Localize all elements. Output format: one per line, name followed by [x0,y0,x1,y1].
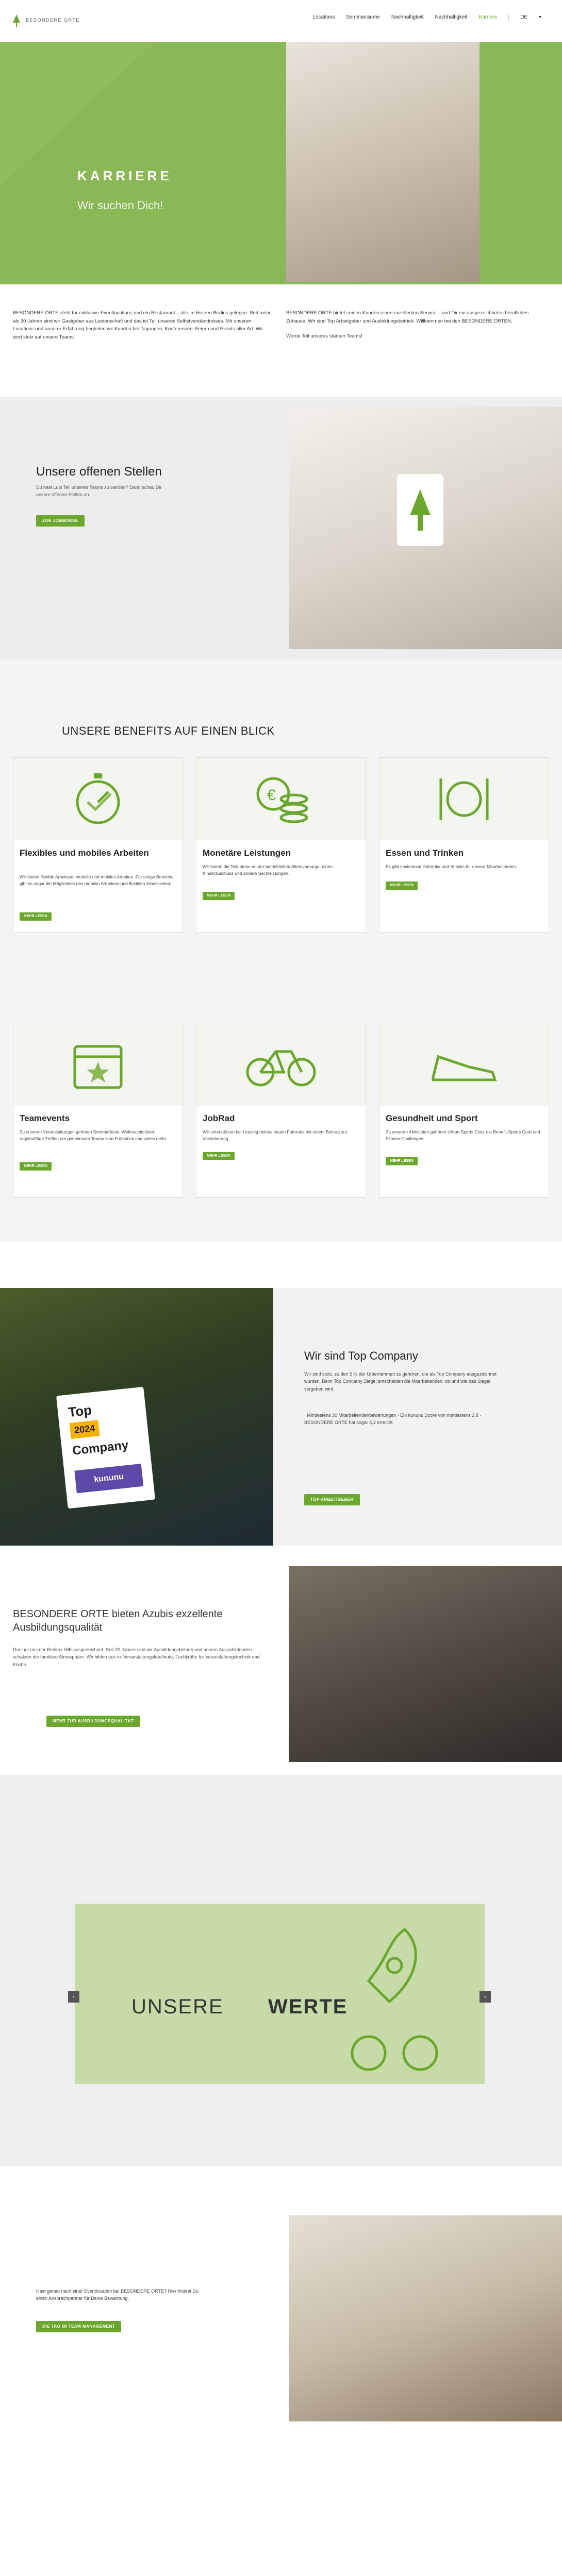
jobs-text: Du hast Lust Teil unseres Teams zu werden? Dann schau Dir unsere offenen Stellen an. [36,485,162,497]
werte-section [0,1775,562,2166]
topcompany-list: · Mindestens 30 Mitarbeitendenbewertungen · Ein kununu Score von mindestens 3,8 · BESONDERE ORTE hat sogar 4,2 erreicht. [304,1413,482,1426]
benefit-text: Wir bieten die Teilnahme an der betrieblichen Altersvorsorge, einen Kinderzuschuss und andere Sachleistungen. [203,864,333,876]
hero [0,42,562,284]
benefit-more-button[interactable]: MEHR LESEN [20,1162,52,1171]
benefit-card [196,1023,366,1198]
jobboerse-button[interactable]: ZUR JOBBÖRSE [36,515,85,527]
slider-next-button[interactable]: › [480,1991,491,2003]
contact-section [0,2215,562,2421]
intro-right-link: Werde Teil unseres starken Teams! [286,333,362,340]
benefit-card [379,1023,549,1198]
azubi-group-photo [289,1566,562,1762]
nav-nachhaltigkeit-2[interactable]: Nachhaltigkeit [435,14,468,20]
badge-top-text: Top [67,1402,93,1420]
top-employer-button[interactable]: TOP ARBEITGEBER [304,1494,360,1505]
intro-right-text: BESONDERE ORTE bietet seinen Kunden einen exzellenten Service – und Dir ein ausgezeichnetes berufliches Zuhause. Wir sind Top Arbeitgeber und Ausbildungsbetrieb. Willkommen bei den BESONDERE ORTEN. [286,310,529,324]
bicycle-icon [245,1039,317,1090]
ausbildung-section [0,1546,562,1762]
benefit-icon-area [196,1023,366,1106]
benefit-card [379,757,549,933]
top-company-badge [56,1387,155,1509]
rocket-icon [322,1919,441,2074]
intro-left [13,309,273,342]
main-nav [312,13,541,21]
benefit-title: Monetäre Leistungen [203,848,291,858]
ausbildung-title: BESONDERE ORTE bieten Azubis exzellente Ausbildungsqualität [13,1608,223,1633]
benefit-more-button[interactable]: MEHR LESEN [386,1157,418,1165]
topcompany-text: Wir sind stolz, zu den 5 % der Unternehmen zu gehören, die als Top Company ausgezeichnet wurden. Beim Top Company Siegel entscheiden die Mitarbeitenden, ob und wie das Siegel vergeben wird. [304,1371,497,1392]
topcompany-section [0,1288,562,1546]
badge-company-text: Company [71,1438,129,1458]
hero-pattern [0,42,289,284]
nav-karriere[interactable]: Karriere [478,14,498,20]
building-photo [0,1288,273,1546]
kununu-logo: kununu [74,1464,143,1493]
hero-subtitle: Wir suchen Dich! [77,199,163,212]
intro-left-text: BESONDERE ORTE steht für exklusive Eventlocations und ein Restaurant – alle im Herzen Berlins gelegen. Seit mehr als 30 Jahren sind wir Gastgeber aus Leidenschaft und das ist Teil unseres Selbstverständnisses. Mit unseren Locations und unserer Erfahrung begleiten wir Kunden bei Tagungen, Konferenzen, Feiern und Events aller Art. Wir sind stolz auf unsere Teams. [13,310,271,341]
eventmanagement-button[interactable]: DIE TAG IM TEAM MANAGEMENT [36,2321,121,2332]
benefit-more-button[interactable]: MEHR LESEN [20,912,52,921]
benefit-text: Zu unseren Veranstaltungen gehören Sommerfeste, Weihnachtsfeiern, regelmäßige Treffen um gemeinsam Teams zum Frühstück und vieles mehr. [20,1129,167,1141]
svg-text:€: € [267,787,276,804]
benefit-icon-area [13,758,183,840]
benefits-title: UNSERE BENEFITS AUF EINEN BLICK [62,724,275,737]
benefit-more-button[interactable]: MEHR LESEN [203,892,235,900]
hero-team-photo [286,42,480,282]
werte-slider[interactable] [75,1904,485,2084]
sneaker-icon [428,1039,500,1090]
header [0,0,562,42]
werte-title-b: WERTE [268,1995,348,2018]
language-switch[interactable]: DE [520,14,527,20]
benefit-card [13,757,183,933]
badge-year: 2024 [70,1420,100,1439]
logo[interactable] [11,13,80,28]
hero-title: KARRIERE [77,168,172,183]
nav-seminarraeume[interactable]: Seminarräume [346,14,380,20]
benefit-text: Zu unseren Aktivitäten gehören Urban Sports Club, die Benefit-Sports Card und Fitness-Challenges. [386,1129,540,1141]
werte-title-a: UNSERE [131,1995,224,2018]
benefit-text: Wir unterstützen bei Leasing deines neuen Fahrrads mit einem Beitrag zur Versicherung. [203,1129,348,1141]
plate-icon [433,768,495,830]
cup-icon [392,469,454,551]
topcompany-title: Wir sind Top Company [304,1349,418,1362]
nav-nachhaltigkeit-1[interactable]: Nachhaltigkeit [391,14,424,20]
benefit-more-button[interactable]: MEHR LESEN [386,882,418,890]
benefit-title: JobRad [203,1113,235,1123]
benefit-card [196,757,366,933]
benefit-title: Teamevents [20,1113,70,1123]
benefit-title: Essen und Trinken [386,848,464,858]
jobs-title: Unsere offenen Stellen [36,465,162,479]
benefit-text: Wir bieten flexible Arbeitszeitmodelle und mobiles Arbeiten. Für einige Bereiche gibt es sogar die Möglichkeit des mobilen Arbeitens und flexiblen Arbeitszeiten. [20,874,174,886]
mug-photo [289,407,562,649]
benefit-icon-area [196,758,366,840]
benefit-title: Gesundheit und Sport [386,1113,478,1123]
nav-locations[interactable]: Locations [312,14,335,20]
chevron-down-icon: ▾ [538,14,541,20]
coins-icon [250,768,312,830]
ausbildung-text: Das hat uns der Berliner IHK ausgezeichnet. Seit 20 Jahren sind wir Ausbildungsbetrieb und unsere Auszubildenden schätzen die familiäre Atmosphäre. Wir bilden aus in: Veranstaltungskaufleute, Fachkräfte für Veranstaltungstechnik und Köche. [13,1647,260,1667]
ausbildungsqualitaet-button[interactable]: MEHR ZUR AUSBILDUNGSQUALITÄT [46,1716,140,1727]
intro-right [286,309,547,341]
benefit-icon-area [379,1023,549,1106]
slider-prev-button[interactable]: ‹ [68,1991,79,2003]
benefit-icon-area [379,758,549,840]
tree-logo-icon [11,13,22,28]
nav-divider [508,14,509,21]
benefit-title: Flexibles und mobiles Arbeiten [20,848,149,858]
jobs-section [0,397,562,659]
calendar-icon [67,1033,129,1095]
phone-photo [289,2215,562,2421]
benefit-text: Es gibt kostenlose Getränke und Snacks für unsere Mitarbeitenden. [386,864,517,869]
benefit-card [13,1023,183,1198]
benefit-more-button[interactable]: MEHR LESEN [203,1152,235,1160]
stopwatch-icon [67,768,129,830]
contact-text: Hast genau nach einer Eventlocation bei BESONDERE ORTE? Hier findest Du einen Ansprechpartner für Deine Bewerbung. [36,2289,199,2301]
benefit-icon-area [13,1023,183,1106]
logo-text: BESONDERE ORTE [26,18,80,23]
